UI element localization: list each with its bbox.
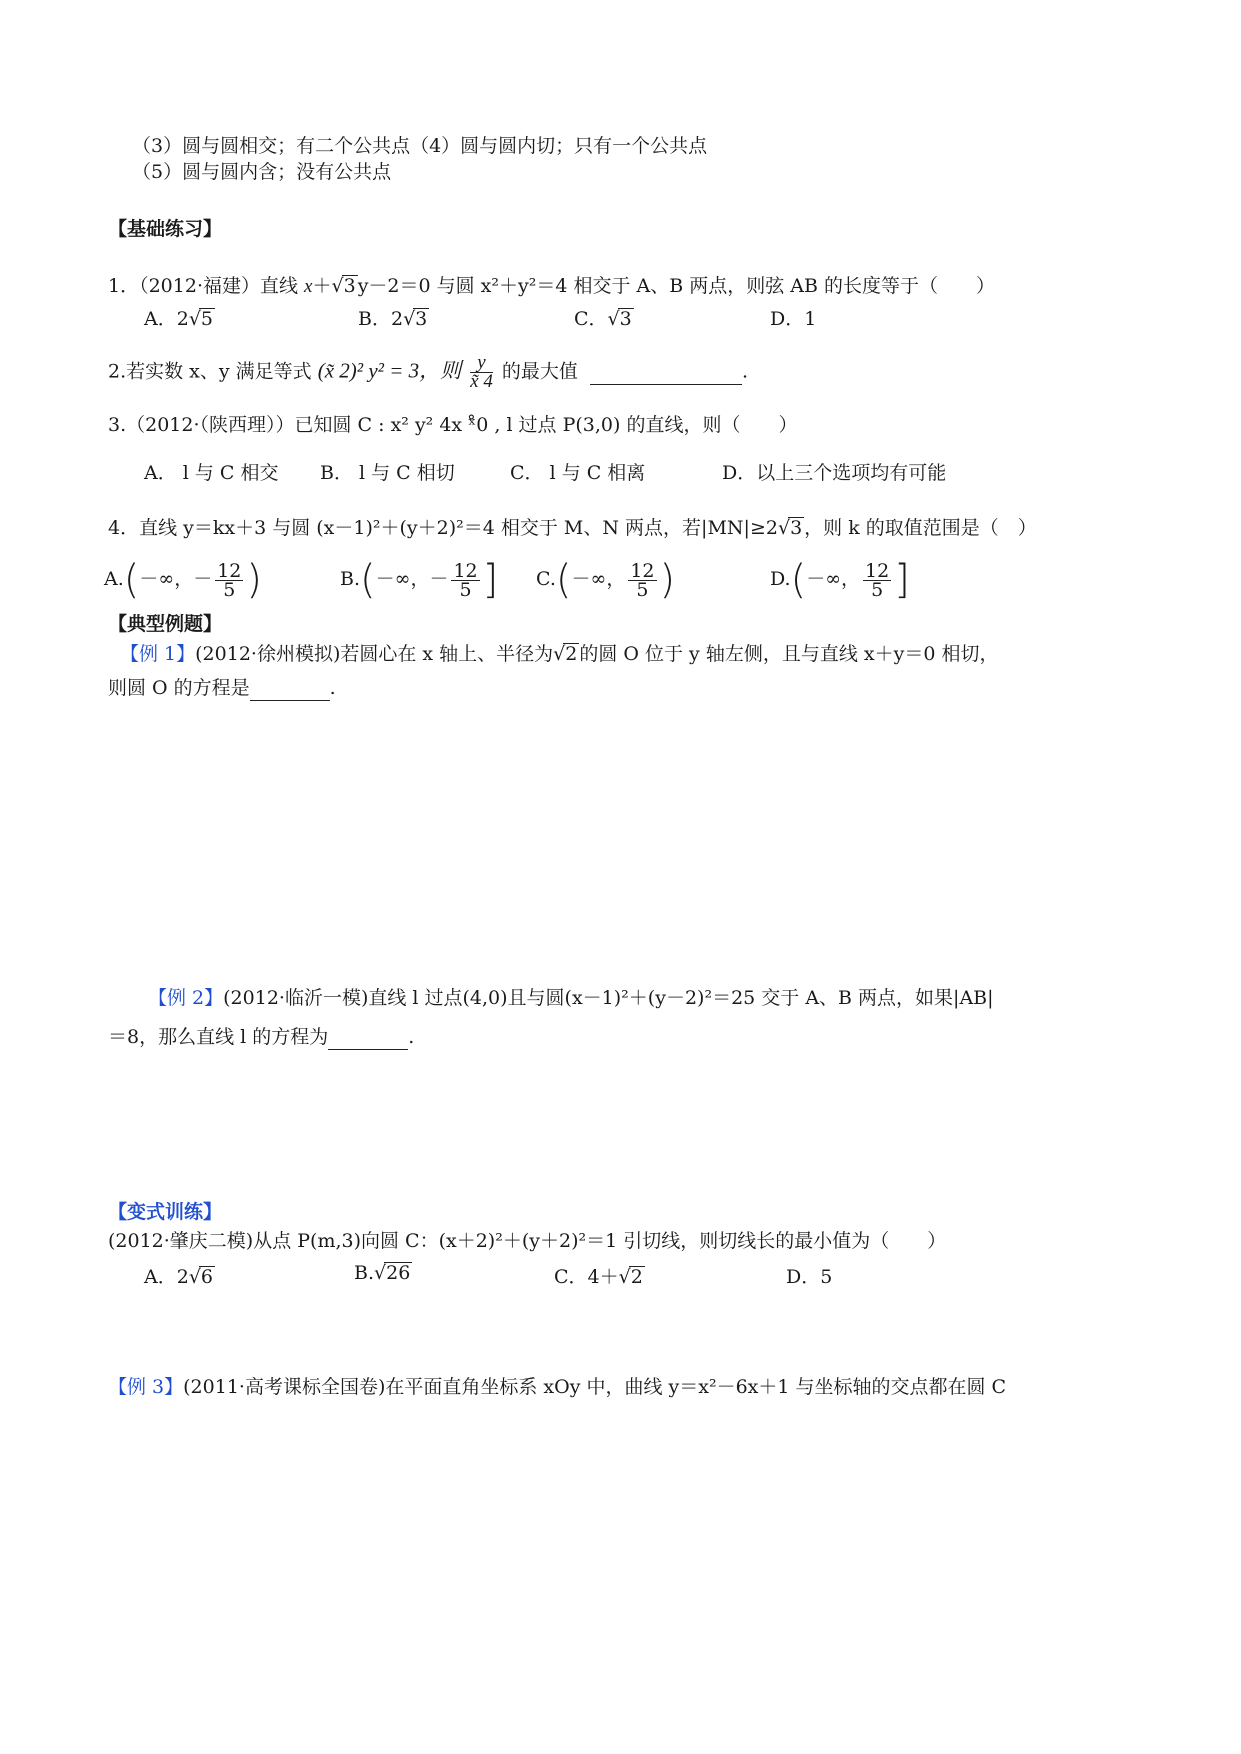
q4-option-d: D.(－∞， $\frac{12}{5}$ ] bbox=[770, 557, 910, 603]
q2-suffix: 的最大值 bbox=[501, 360, 578, 383]
variant-option-b: B.√26 bbox=[354, 1262, 411, 1284]
example-2-tag: 【例 2】 bbox=[148, 987, 224, 1009]
question-1: 1．（2012·福建）直线 x＋√3 y－2＝0 与圆 x²＋y²＝4 相交于 A、B 两点，则弦 AB 的长度等于（ ） bbox=[108, 275, 996, 297]
example-2: 【例 2】(2012·临沂一模)直线 l 过点(4,0)且与圆(x－1)²＋(y－2)²＝25 交于 A、B 两点，如果|AB| bbox=[148, 987, 994, 1009]
example-3: 【例 3】(2011·高考课标全国卷)在平面直角坐标系 xOy 中，曲线 y＝x²－6x＋1 与坐标轴的交点都在圆 C bbox=[108, 1376, 1007, 1398]
intro-line-1: （3）圆与圆相交；有二个公共点（4）圆与圆内切；只有一个公共点 bbox=[132, 135, 708, 157]
q1-plus: ＋ bbox=[312, 275, 332, 297]
variant-training-heading: 【变式训练】 bbox=[108, 1201, 223, 1223]
q1-option-a: A．2√5 bbox=[144, 308, 214, 330]
q2-answer-blank bbox=[590, 360, 742, 385]
typical-examples-heading: 【典型例题】 bbox=[108, 613, 223, 635]
q3-option-c: C． l 与 C 相离 bbox=[510, 462, 646, 484]
variant-option-c: C．4＋√2 bbox=[554, 1266, 643, 1288]
variant-question: (2012·肇庆二模)从点 P(m,3)向圆 C：(x＋2)²＋(y＋2)²＝1 引切线，则切线长的最小值为（ ） bbox=[108, 1230, 947, 1252]
example-1-tag: 【例 1】 bbox=[120, 643, 196, 665]
example-3-tag: 【例 3】 bbox=[108, 1376, 184, 1398]
question-4: 4．直线 y＝kx＋3 与圆 (x－1)²＋(y＋2)²＝4 相交于 M、N 两点，若|MN|≥2√3 ，则 k 的取值范围是（ ） bbox=[108, 517, 1037, 539]
example-1-answer-blank bbox=[250, 676, 330, 701]
q1-x: x bbox=[304, 276, 313, 297]
intro-line-2: （5）圆与圆内含；没有公共点 bbox=[132, 161, 392, 183]
q1-option-b: B．2√3 bbox=[358, 308, 428, 330]
q2-fraction: $\frac{y}{x̃ 4}$ bbox=[470, 352, 493, 392]
q2-prefix: 2.若实数 x、y 满足等式 bbox=[108, 360, 312, 383]
q1-prefix: 1．（2012·福建）直线 bbox=[108, 275, 305, 297]
q1-option-c: C．√3 bbox=[574, 308, 632, 330]
q3-option-d: D．以上三个选项均有可能 bbox=[722, 462, 947, 484]
example-2-line-2: ＝8，那么直线 l 的方程为 . bbox=[108, 1026, 415, 1048]
q1-rest: y－2＝0 与圆 x²＋y²＝4 相交于 A、B 两点，则弦 AB 的长度等于（ ） bbox=[357, 275, 996, 297]
example-1: 【例 1】(2012·徐州模拟)若圆心在 x 轴上、半径为√2 的圆 O 位于 y 轴左侧，且与直线 x＋y＝0 相切， bbox=[120, 643, 999, 665]
example-2-answer-blank bbox=[328, 1025, 408, 1050]
q2-equation: (x̃ 2)² y² = 3，则 bbox=[317, 358, 462, 383]
question-3: 3.（2012·（陕西理））已知圆 C : x² y² 4x ˣ̊0 , l 过点 P(3,0) 的直线，则（ ） bbox=[108, 414, 798, 436]
q3-option-a: A． l 与 C 相交 bbox=[144, 462, 279, 484]
q4-option-b: B.(－∞，－ $\frac{12}{5}$ ] bbox=[340, 557, 499, 603]
basic-practice-heading: 【基础练习】 bbox=[108, 218, 223, 240]
question-2: 2.若实数 x、y 满足等式 (x̃ 2)² y² = 3，则 $\frac{y}{x̃ 4}$ 的最大值 . bbox=[108, 352, 748, 392]
q4-option-c: C.(－∞， $\frac{12}{5}$ ) bbox=[536, 557, 676, 603]
q4-option-a: A.(－∞，－ $\frac{12}{5}$ ) bbox=[104, 557, 262, 603]
q1-option-d: D．1 bbox=[770, 308, 817, 330]
variant-option-d: D．5 bbox=[786, 1266, 833, 1288]
q1-sqrt3: 3 bbox=[343, 275, 356, 297]
example-1-line-2: 则圆 O 的方程是 . bbox=[108, 677, 336, 699]
variant-option-a: A．2√6 bbox=[144, 1266, 214, 1288]
q3-option-b: B． l 与 C 相切 bbox=[320, 462, 455, 484]
